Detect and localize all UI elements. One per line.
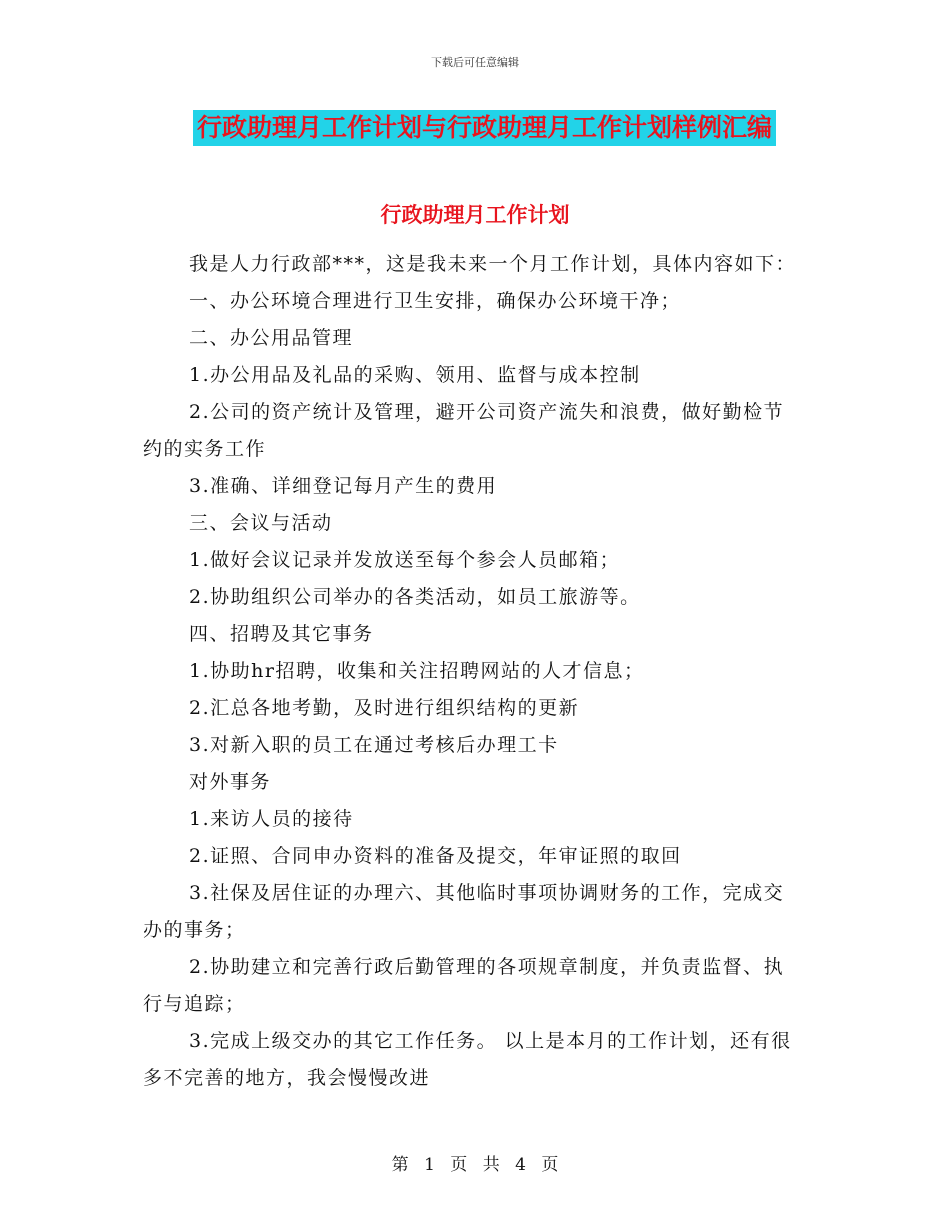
paragraph: 1.来访人员的接待: [189, 808, 354, 830]
paragraph: 四、招聘及其它事务: [189, 623, 374, 645]
paragraph: 2.证照、合同申办资料的准备及提交，年审证照的取回: [189, 845, 682, 867]
paragraph: 三、会议与活动: [189, 512, 333, 534]
paragraph: 3.社保及居住证的办理六、其他临时事项协调财务的工作，完成交办的事务；: [143, 882, 785, 941]
header-note: 下载后可任意编辑: [431, 56, 519, 69]
footer-suffix: 页: [541, 1155, 559, 1175]
paragraph: 3.完成上级交办的其它工作任务。 以上是本月的工作计划，还有很多不完善的地方，我会慢慢改进: [143, 1030, 792, 1089]
footer-total-pages: 4: [515, 1155, 526, 1175]
paragraph: 二、办公用品管理: [189, 327, 354, 349]
paragraph: 1.办公用品及礼品的采购、领用、监督与成本控制: [189, 364, 641, 386]
paragraph: 2.协助建立和完善行政后勤管理的各项规章制度，并负责监督、执行与追踪；: [143, 956, 785, 1015]
paragraph: 一、办公环境合理进行卫生安排，确保办公环境干净；: [189, 290, 682, 312]
footer-total-label: 共: [482, 1155, 500, 1175]
paragraph: 2.汇总各地考勤，及时进行组织结构的更新: [189, 697, 580, 719]
paragraph: 1.做好会议记录并发放送至每个参会人员邮箱；: [189, 549, 621, 571]
paragraph: 3.对新入职的员工在通过考核后办理工卡: [189, 734, 559, 756]
paragraph: 1.协助hr招聘，收集和关注招聘网站的人才信息；: [189, 660, 645, 682]
footer-prefix: 第: [391, 1155, 409, 1175]
document-title: 行政助理月工作计划与行政助理月工作计划样例汇编: [193, 110, 776, 146]
footer-page-label: 页: [450, 1155, 468, 1175]
paragraph: 3.准确、详细登记每月产生的费用: [189, 475, 498, 497]
paragraph: 2.协助组织公司举办的各类活动，如员工旅游等。: [189, 586, 641, 608]
paragraph: 对外事务: [189, 771, 272, 793]
paragraph: 2.公司的资产统计及管理，避开公司资产流失和浪费，做好勤检节约的实务工作: [143, 401, 785, 460]
footer-page-number: 1: [424, 1155, 435, 1175]
document-body: [143, 246, 823, 1097]
paragraph: 我是人力行政部***，这是我未来一个月工作计划，具体内容如下：: [189, 253, 797, 275]
page-footer: [0, 1153, 950, 1177]
section-title: 行政助理月工作计划: [380, 202, 570, 227]
